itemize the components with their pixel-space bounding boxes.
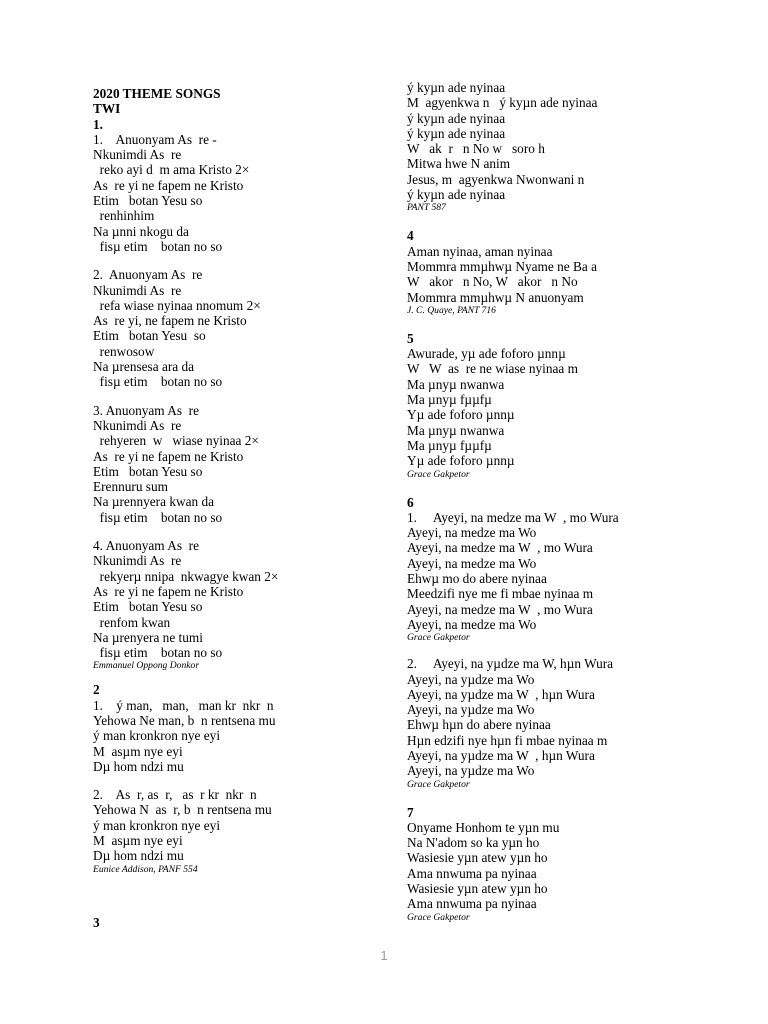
song6-verse1 [407, 510, 737, 632]
lyric-line: renfom kwan [93, 614, 171, 630]
lyric-line: ý man kronkron nye eyi [93, 817, 221, 833]
lyric-line: 2. As r, as r, as r kr nkr n [93, 787, 257, 803]
lyric-line: Ayeyi, na yµdze ma Wo [407, 702, 535, 718]
lyric-line: Na N'adom so ka yµn ho [407, 835, 540, 851]
song-credit: Grace Gakpetor [407, 468, 470, 480]
lyric-line: 4. Anuonyam As re [93, 538, 199, 554]
lyric-line: Ayeyi, na medze ma Wo [407, 555, 537, 571]
left-column [93, 86, 393, 930]
lyric-line: Ehwµ hµn do abere nyinaa [407, 717, 551, 733]
lyric-line: fisµ etim botan no so [93, 645, 223, 661]
lyric-line: refa wiase nyinaa nnomum 2× [93, 297, 261, 313]
lyric-line: Meedzifi nye me fi mbae nyinaa m [407, 586, 594, 602]
song-credit: Eunice Addison, PANF 554 [93, 863, 198, 875]
lyric-line: Yµ ade foforo µnnµ [407, 407, 515, 423]
song2-verse1 [93, 698, 393, 774]
lyric-line: Etim botan Yesu so [93, 463, 203, 479]
lyric-line: 2. Ayeyi, na yµdze ma W, hµn Wura [407, 656, 614, 672]
lyric-line: fisµ etim botan no so [93, 509, 223, 525]
lyric-line: 3. Anuonyam As re [93, 402, 199, 418]
lyric-line: Ama nnwuma pa nyinaa [407, 896, 537, 912]
lyric-line: As re yi ne fapem ne Kristo [93, 177, 244, 193]
song-credit: PANT 587 [407, 202, 446, 214]
lyric-line: ý kyµn ade nyinaa [407, 187, 506, 203]
lyric-line: Yehowa Ne man, b n rentsena mu [93, 712, 276, 728]
song-number: 1. [93, 116, 103, 132]
right-column [407, 80, 737, 923]
song-number: 7 [407, 804, 414, 820]
language-heading: TWI [93, 101, 121, 117]
lyric-line: Ayeyi, na yµdze ma W , hµn Wura [407, 747, 595, 763]
lyric-line: Na µrensesa ara da [93, 359, 195, 375]
lyric-line: W akor n No, W akor n No [407, 274, 578, 290]
lyric-line: W W as re ne wiase nyinaa m [407, 361, 578, 377]
lyric-line: Na µnni nkogu da [93, 223, 189, 239]
song-credit: Grace Gakpetor [407, 632, 470, 644]
lyric-line: Jesus, m agyenkwa Nwonwani n [407, 171, 585, 187]
lyric-line: Mitwa hwe N anim [407, 156, 511, 172]
lyric-line: M asµm nye eyi [93, 833, 183, 849]
lyric-line: Na µrenyera ne tumi [93, 629, 203, 645]
lyric-line: Ayeyi, na medze ma Wo [407, 525, 537, 541]
lyric-line: Ma µnyµ fµµfµ [407, 437, 492, 453]
song1-verse4 [93, 538, 393, 660]
lyric-line: reko ayi d m ama Kristo 2× [93, 162, 250, 178]
lyric-line: Ma µnyµ nwanwa [407, 422, 505, 438]
lyric-line: Nkunimdi As re [93, 147, 182, 163]
song-credit: Emmanuel Oppong Donkor [93, 660, 200, 672]
lyric-line: Ayeyi, na yµdze ma Wo [407, 671, 535, 687]
lyric-line: Aman nyinaa, aman nyinaa [407, 243, 553, 259]
song1-verse2 [93, 267, 393, 389]
lyric-line: Ayeyi, na yµdze ma Wo [407, 763, 535, 779]
lyric-line: fisµ etim botan no so [93, 374, 223, 390]
lyric-line: Etim botan Yesu so [93, 328, 206, 344]
song-number: 6 [407, 494, 414, 510]
lyric-line: Ayeyi, na medze ma Wo [407, 616, 537, 632]
lyric-line: renwosow [93, 343, 155, 359]
lyric-line: As re yi ne fapem ne Kristo [93, 583, 244, 599]
song-number: 5 [407, 330, 414, 346]
lyric-line: W ak r n No w soro h [407, 141, 545, 157]
song1-verse3 [93, 403, 393, 525]
song2-verse2 [93, 787, 393, 863]
lyric-line: 1. ý man, man, man kr nkr n [93, 697, 274, 713]
lyric-line: Yµ ade foforo µnnµ [407, 453, 515, 469]
song-number: 4 [407, 228, 414, 244]
lyric-line: Ehwµ mo do abere nyinaa [407, 571, 547, 587]
lyric-line: Etim botan Yesu so [93, 193, 203, 209]
lyric-line: Ma µnyµ fµµfµ [407, 392, 492, 408]
lyric-line: Awurade, yµ ade foforo µnnµ [407, 346, 566, 362]
lyric-line: Nkunimdi As re [93, 417, 182, 433]
song7-lines [407, 820, 737, 912]
song4-lines [407, 244, 737, 305]
song-credit: J. C. Quaye, PANT 716 [407, 304, 496, 316]
lyric-line: Wasiesie yµn atew yµn ho [407, 850, 548, 866]
lyric-line: Mommra mmµhwµ N anuonyam [407, 289, 584, 305]
lyric-line: Dµ hom ndzi mu [93, 758, 184, 774]
lyric-line: Onyame Honhom te yµn mu [407, 819, 560, 835]
lyric-line: Nkunimdi As re [93, 282, 182, 298]
lyric-line: As re yi, ne fapem ne Kristo [93, 313, 247, 329]
lyric-line: Nkunimdi As re [93, 553, 182, 569]
lyric-line: ý kyµn ade nyinaa [407, 110, 506, 126]
song5-lines [407, 346, 737, 468]
lyric-line: Hµn edzifi nye hµn fi mbae nyinaa m [407, 732, 608, 748]
lyric-line: Dµ hom ndzi mu [93, 848, 184, 864]
lyric-line: ý kyµn ade nyinaa [407, 80, 506, 95]
lyric-line: ý man kronkron nye eyi [93, 728, 221, 744]
lyric-line: Mommra mmµhwµ Nyame ne Ba a [407, 258, 597, 274]
lyric-line: Ma µnyµ nwanwa [407, 376, 505, 392]
lyric-line: Ama nnwuma pa nyinaa [407, 865, 537, 881]
lyric-line: rekyerµ nnipa nkwagye kwan 2× [93, 568, 279, 584]
lyric-line: Na µrennyera kwan da [93, 494, 214, 510]
lyric-line: M asµm nye eyi [93, 743, 183, 759]
lyric-line: Yehowa N as r, b n rentsena mu [93, 802, 272, 818]
doc-title: 2020 THEME SONGS [93, 86, 221, 101]
song-credit: Grace Gakpetor [407, 911, 470, 923]
page-number: 1 [380, 948, 388, 963]
lyric-line: M agyenkwa n ý kyµn ade nyinaa [407, 95, 598, 111]
lyric-line: Ayeyi, na medze ma W , mo Wura [407, 540, 593, 556]
song-number: 3 [93, 914, 100, 930]
lyric-line: 1. Anuonyam As re - [93, 131, 217, 147]
song3-lines [407, 80, 737, 202]
lyric-line: Etim botan Yesu so [93, 599, 203, 615]
lyric-line: renhinhim [93, 208, 155, 224]
lyric-line: Ayeyi, na yµdze ma W , hµn Wura [407, 686, 595, 702]
song-credit: Grace Gakpetor [407, 778, 470, 790]
song6-verse2 [407, 656, 737, 778]
lyric-line: Erennuru sum [93, 479, 168, 495]
lyric-line: Ayeyi, na medze ma W , mo Wura [407, 601, 593, 617]
lyric-line: As re yi ne fapem ne Kristo [93, 448, 244, 464]
lyric-line: Wasiesie yµn atew yµn ho [407, 881, 548, 897]
lyric-line: 1. Ayeyi, na medze ma W , mo Wura [407, 509, 619, 525]
song1-verse1 [93, 132, 393, 254]
lyric-line: rehyeren w wiase nyinaa 2× [93, 433, 259, 449]
lyric-line: fisµ etim botan no so [93, 238, 223, 254]
lyric-line: ý kyµn ade nyinaa [407, 125, 506, 141]
lyric-line: 2. Anuonyam As re [93, 267, 203, 283]
song-number: 2 [93, 682, 100, 698]
